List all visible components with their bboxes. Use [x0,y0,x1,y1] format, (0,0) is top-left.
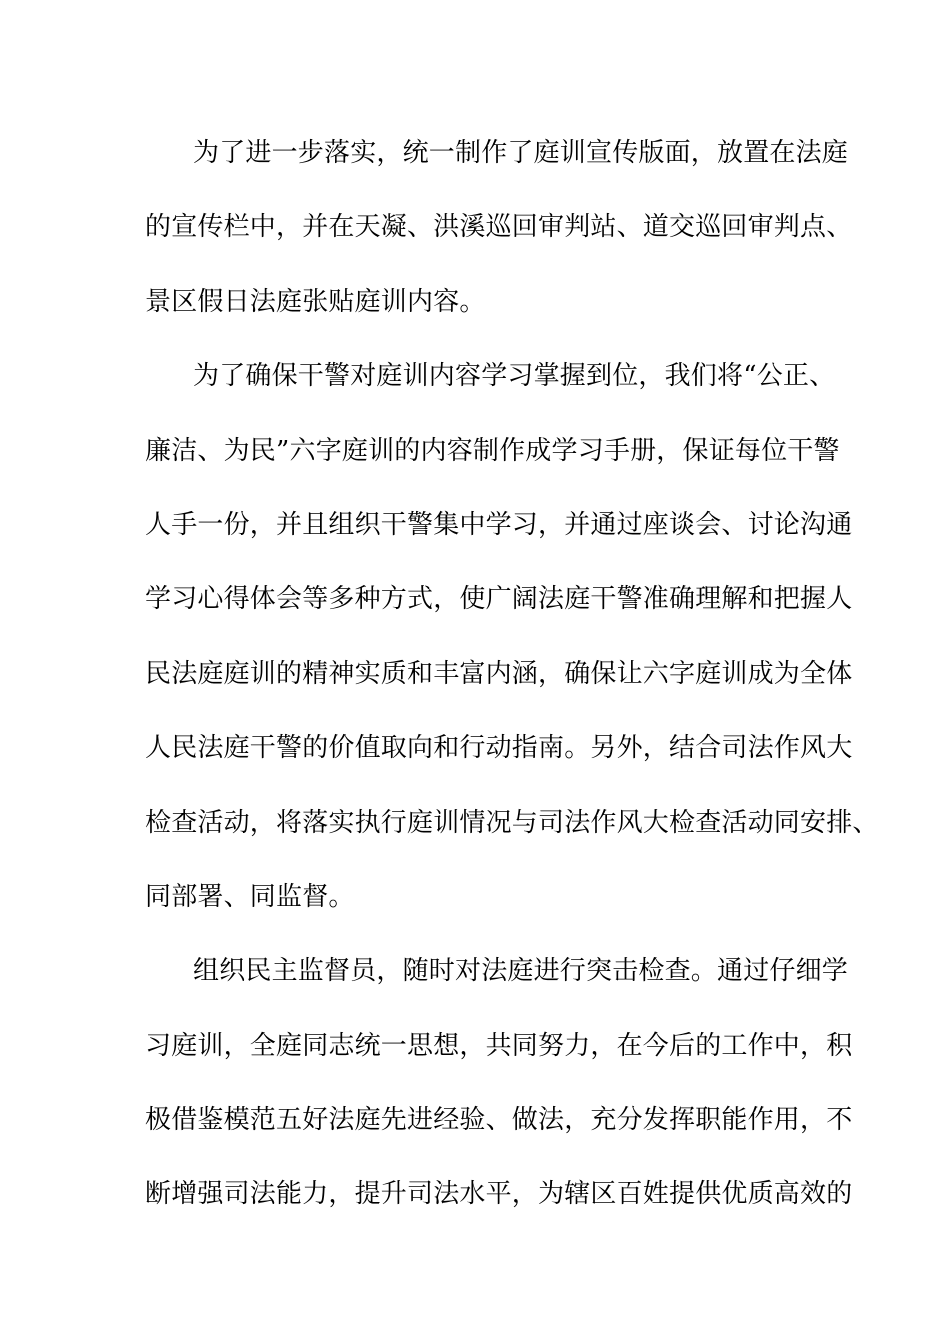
paragraph-3-line-4: 断增强司法能力，提升司法水平，为辖区百姓提供优质高效的 [145,1179,853,1210]
paragraph-1-line-2: 的宣传栏中，并在天凝、洪溪巡回审判站、道交巡回审判点、 [145,212,853,243]
paragraph-2-line-7: 检查活动，将落实执行庭训情况与司法作风大检查活动同安排、 [145,807,879,838]
paragraph-2-line-1: 为了确保干警对庭训内容学习掌握到位，我们将“公正、 [193,361,836,392]
paragraph-2-line-2: 廉洁、为民”六字庭训的内容制作成学习手册，保证每位干警 [145,435,840,466]
paragraph-3-line-3: 极借鉴模范五好法庭先进经验、做法，充分发挥职能作用，不 [145,1105,853,1136]
paragraph-2-line-5: 民法庭庭训的精神实质和丰富内涵，确保让六字庭训成为全体 [145,658,853,689]
paragraph-2-line-3: 人手一份，并且组织干警集中学习，并通过座谈会、讨论沟通 [145,509,853,540]
paragraph-3-line-1: 组织民主监督员，随时对法庭进行突击检查。通过仔细学 [193,956,849,987]
paragraph-2-line-4: 学习心得体会等多种方式，使广阔法庭干警准确理解和把握人 [145,584,853,615]
body-text [145,126,879,1242]
paragraph-1-line-1: 为了进一步落实，统一制作了庭训宣传版面，放置在法庭 [193,138,849,168]
paragraph-2-line-6: 人民法庭干警的价值取向和行动指南。另外，结合司法作风大 [145,733,853,764]
paragraph-3-line-2: 习庭训，全庭同志统一思想，共同努力，在今后的工作中，积 [145,1030,853,1061]
paragraph-1-line-3: 景区假日法庭张贴庭训内容。 [145,286,486,317]
paragraph-2-line-8: 同部署、同监督。 [145,881,355,912]
